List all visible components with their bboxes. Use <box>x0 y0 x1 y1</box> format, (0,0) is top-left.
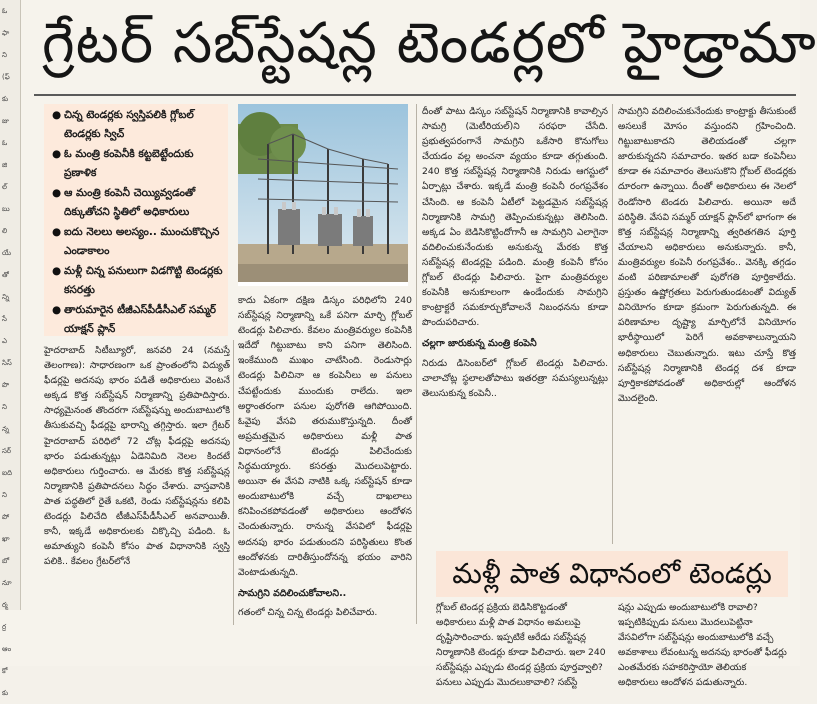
bullet-icon: ● <box>52 148 62 160</box>
headline: గ్రేటర్ సబ్‌స్టేషన్ల టెండర్లలో హైడ్రామా <box>42 11 817 76</box>
strip-fragment: న్ని <box>2 293 10 301</box>
highlight-item: ● ఐదు నెలలు అలస్యం.. ముంచుకొచ్చిన ఎండాకాలం <box>52 223 228 261</box>
column-rule <box>612 104 613 544</box>
strip-fragment: ల్ <box>2 183 7 191</box>
article-column-4: సామగ్రిని వదిలించుకునేందుకు కాంట్రాక్టు తీసుకుంటే అసలుకే మోసం వస్తుందని గ్రహించింది. గిట్టుబాటుకాదని తెలియడంతో చల్లగా జారుకున్నదని సమాచారం. ఇతర బడా కంపెనీలు కూడా ఈ సమాచారం తెలుసుకొని గ్లోబల్ టెండర్లకు దూరంగా ఉన్నాయి. దీంతో అధికారులు ఈ నెలలో రెండోసారి టెండరు పిలిచారు. అయినా అదే పరిస్థితి. వేసవి సమ్మర్ యాక్షన్ ప్లాన్‌లో భాగంగా ఈ కొత్త సబ్‌స్టేషన్ల నిర్మాణాన్ని త్వరితగతిన పూర్తి చేయాలని అధికారులు అనుకున్నారు. కానీ, మంత్రివర్యుల కంపెనీ రంగప్రవేశం.. వెనక్కి తగ్గడం వంటి పరిణామాలతో పురోగతి పూర్తికాలేదు. ప్రస్తుతం ఉష్ణోగ్రతలు పెరుగుతుండటంతో విద్యుత్ వినియోగం కూడా క్రమంగా పెరుగుతున్నది. ఈ పరిణామాల దృష్ట్యా మార్చిలోనే వినియోగం భారీస్థాయిలో పెరిగే అవకాశాలున్నాయని అధికారులు చెబుతున్నారు. ఇటు చూస్తే కొత్త సబ్‌స్టేషన్ల నిర్మాణానికి టెండర్ల దశ కూడా పూర్తికాకపోవడంతో అధికారుల్లో ఆందోళన మొదలైంది. <box>618 106 796 404</box>
strip-fragment: ర్ర <box>2 623 7 631</box>
article-column-3: దీంతో పాటు డిస్కం సబ్‌స్టేషన్ నిర్మాణానికి కావాల్సిన సామగ్రి (మెటీరియల్)ని సరఫరా చేసేది. ప్రభుత్వపరంగానే సామగ్రిని ఒకేసారి కొనుగోలు చేయడం వల్ల అంచనా వ్యయం కూడా తగ్గుతుంది. 240 కొత్త సబ్‌స్టేషన్ల నిర్మాణానికి నిరుడు ఆగస్టులో ఏర్పాట్లు చేశారు. ఇక్కడే మంత్రి కంపెనీ రంగప్రవేశం చేసింది. ఆ కంపెనీ ఏటీలో పెట్టడమైన సబ్‌స్టేషన్ల నిర్మాణానికి సామగ్రి తెప్పించుకున్నట్లు తెలిసింది. అక్కడ ఏం బెడిసికొట్టిందోగానీ ఆ సామగ్రిని ఎలాగైనా వదిలించుకునేందుకు అనుకున్న మేరకు కొత్త సబ్‌స్టేషన్ల టెండర్లపై పడింది. మంత్రి కంపెనీ కోసం గ్లోబల్ టెండర్లు పిలిచారు. పైగా మంత్రివర్యుల కంపెనీకి అనుకూలంగా ఉండేందుకు సామగ్రిని కాంట్రాక్టరే సమకూర్చుకోవాలనే నిబంధనను కూడా పొందుపరిచారు. చల్లగా జారుకున్న మంత్రి కంపెనీ నిరుడు డిసెంబర్‌లో గ్లోబల్ టెండర్లు పిలిచారు. చాలాచోట్ల స్థలాలతోపాటు ఇతరత్రా సమస్యలున్నట్లు తెలుసుకున్న కంపెనీ.. <box>422 106 608 399</box>
strip-fragment: బో <box>2 557 10 565</box>
strip-fragment: జి <box>2 161 8 169</box>
strip-fragment: ఓ <box>2 139 8 147</box>
strip-fragment: ఖా <box>2 535 10 543</box>
strip-fragment: ని <box>2 403 7 411</box>
column-rule <box>233 340 234 625</box>
highlight-item: ● ఓ మంత్రి కంపెనీకి కట్టబెట్టేందుకు ప్రణాళిక <box>52 145 228 183</box>
strip-fragment: ర్మ <box>2 601 8 609</box>
box-column-1: గ్లోబల్ టెండర్ల ప్రక్రియ బెడిసికొట్టడంతో అధికారులు మళ్లీ పాత విధానం అమలుపై దృష్టిసారించారు. ఇప్పటికే ఆరేడు సబ్‌స్టేషన్ల నిర్మాణానికి టెండర్లు కూడా పిలిచారు. ఇలా 240 సబ్‌స్టేషన్లు ఎప్పుడు టెండర్ల ప్రక్రియ పూర్తవ్వాలి? పనులు ఎప్పుడు మొదలుకావాలి? సబ్‌స్టే <box>436 602 606 689</box>
strip-fragment: నూ <box>2 579 12 587</box>
strip-fragment: సిస్ <box>2 359 12 367</box>
strip-fragment: పో <box>2 513 10 521</box>
article-column-1: హైదరాబాద్ సిటీబ్యూరో, జనవరి 24 (నమస్తే తెలంగాణ): సాధారణంగా ఒక ప్రాంతంలోని విద్యుత్ ఫీడర్లపై అదనపు భారం పడితే అధికారులు వెంటనే అక్కడ కొత్త సబ్‌స్టేషన్ నిర్మాణాన్ని ప్రతిపాదిస్తారు. సాధ్యమైనంత తొందరగా సబ్‌స్టేషన్ను అందుబాటులోకి తీసుకువచ్చి ఫీడర్లపై భారాన్ని తగ్గిస్తారు. ఇలా గ్రేటర్ హైదరాబాద్ పరిధిలో 72 చోట్ల ఫీడర్లపై అదనపు భారం పడుతున్నట్లు ఏడెనిమిది నెలల కిందటే అధికారులు గుర్తించారు. ఆ మేరకు కొత్త సబ్‌స్టేషన్ల నిర్మాణానికి ప్రతిపాదనలు సిద్ధం చేశారు. వాస్తవానికి పాత పద్ధతిలో రైతే ఒకటి, రెండు సబ్‌స్టేషన్లను కలిపి టెండర్లు పిలిచేది టీజీఎస్‌పీడీసీఎల్ అనవాయితీ. కానీ, ఇక్కడే అధికారులకు చిక్కొచ్చి పడింది. ఓ అమాత్యుని కంపెనీ కోసం పాత విధానానికి స్వస్తి పలికి.. కేవలం గ్రేటర్‌లోనే <box>44 345 230 568</box>
strip-fragment: కు <box>2 689 9 697</box>
article-column-2: కాదు ఏకంగా దక్షిణ డిస్కం పరిధిలోని 240 సబ్‌స్టేషన్ల నిర్మాణాన్ని ఒకే పనిగా మార్చి గ్లోబల్ టెండర్లు పిలిచారు. కేవలం మంత్రివర్యుల కంపెనీకి ఇదేదో గిట్టుబాటు కాని పనిగా తెలిసింది. ఇంకేముంది ముఖం చాటేసింది. రెండుసార్లు టెండర్లు పిలిచినా ఆ కంపెనీలు అ పనులు చేపట్టేందుకు ముందుకు రాలేదు. ఇలా అర్థాంతరంగా పనుల పురోగతి ఆగిపోయింది. ఓవైపు వేసవి తరుముకొస్తున్నది. దీంతో అప్రమత్తమైన అధికారులు మళ్లీ పాత విధానంలోనే టెండర్లు పిలిచేందుకు సిద్ధమయ్యారు. కసరత్తు మొదలుపెట్టారు. అయినా ఈ వేసవి నాటికి ఒక్క సబ్‌స్టేషన్ కూడా అందుబాటులోకి వచ్చే దాఖలాలు కనిపించకపోవడంతో అధికారులు ఆందోళన చెందుతున్నారు. రానున్న వేసవిలో ఫీడర్లపై అదనపు భారం పడుతుందని పరిస్థితులు కొంత ఆందోళనకు దారితీస్తుందోనన్న భయం వారిని వెంటాడుతున్నది. సామగ్రిని వదిలించుకోవాలని.. గతంలో చిన్న చిన్న టెండర్లు పిలిచేవారు. <box>238 295 412 618</box>
box-headline: మళ్లీ పాత విధానంలో టెండర్లు <box>436 551 788 597</box>
highlights-box <box>44 104 228 336</box>
strip-fragment: సే <box>2 315 7 323</box>
strip-fragment: న్న <box>2 425 9 433</box>
bullet-icon: ● <box>52 226 62 238</box>
strip-fragment: పొ <box>2 381 10 389</box>
substation-illustration <box>238 104 408 286</box>
strip-fragment: ని <box>2 51 7 59</box>
strip-fragment: ని <box>2 491 7 499</box>
strip-fragment: సర్ <box>2 447 12 455</box>
substation-photo <box>238 104 408 286</box>
strip-fragment: కు <box>2 95 9 103</box>
strip-fragment: బు <box>2 205 10 213</box>
strip-fragment: ఓ <box>2 7 8 15</box>
bullet-icon: ● <box>52 265 62 277</box>
strip-fragment: ఎ <box>2 337 7 345</box>
strip-fragment: ఆం <box>2 645 12 653</box>
strip-fragment: తో <box>2 271 9 279</box>
subheading: సామగ్రిని వదిలించుకోవాలని.. <box>238 587 347 599</box>
strip-fragment: ఫా <box>2 29 10 37</box>
adjacent-column-fragment <box>0 0 21 697</box>
subheading: చల్లగా జారుకున్న మంత్రి కంపెనీ <box>422 338 537 350</box>
bullet-icon: ● <box>52 109 62 121</box>
headline-rule <box>34 94 796 96</box>
strip-fragment: (ఫ్ <box>2 73 10 81</box>
bullet-icon: ● <box>52 304 62 316</box>
box-column-2: షన్లు ఎప్పుడు అందుబాటులోకి రావాలి? ఇప్పటికిప్పుడు పనులు మొదలుపెట్టినా వేసవిలోగా సబ్‌స్టేషన్లు అందుబాటులోకి వచ్చే అవకాశాలు లేవంటున్న అదనపు భారంతో ఫీడర్లు ఎంతమేరకు సహకరిస్తాయో తెలియక అధికారులు ఆందోళన పడుతున్నారు. <box>618 602 787 689</box>
highlight-item: ● ఆ మంత్రి కంపెనీ చెయ్యివ్వడంతో దిక్కుతోచని స్థితిలో అధికారులు <box>52 184 228 222</box>
strip-fragment: యే <box>2 249 12 257</box>
strip-fragment: లి <box>2 227 8 235</box>
strip-fragment: జు <box>2 117 9 125</box>
strip-fragment: ఐది <box>2 469 13 477</box>
highlight-item: ● చిన్న టెండర్లకు స్వస్తిపలికి గ్లోబల్ టెండర్లకు స్విచ్ <box>52 106 228 144</box>
highlight-item: ● తారుమారైన టీజీఎస్‌పీడీసీఎల్ సమ్మర్ యాక్షన్ ప్లాన్ <box>52 301 228 339</box>
bullet-icon: ● <box>52 187 62 199</box>
strip-fragment: కో <box>2 667 8 675</box>
highlight-item: ● మళ్లీ చిన్న పనులుగా విడగొట్టి టెండర్లకు కసరత్తు <box>52 262 228 300</box>
column-rule <box>416 104 417 624</box>
